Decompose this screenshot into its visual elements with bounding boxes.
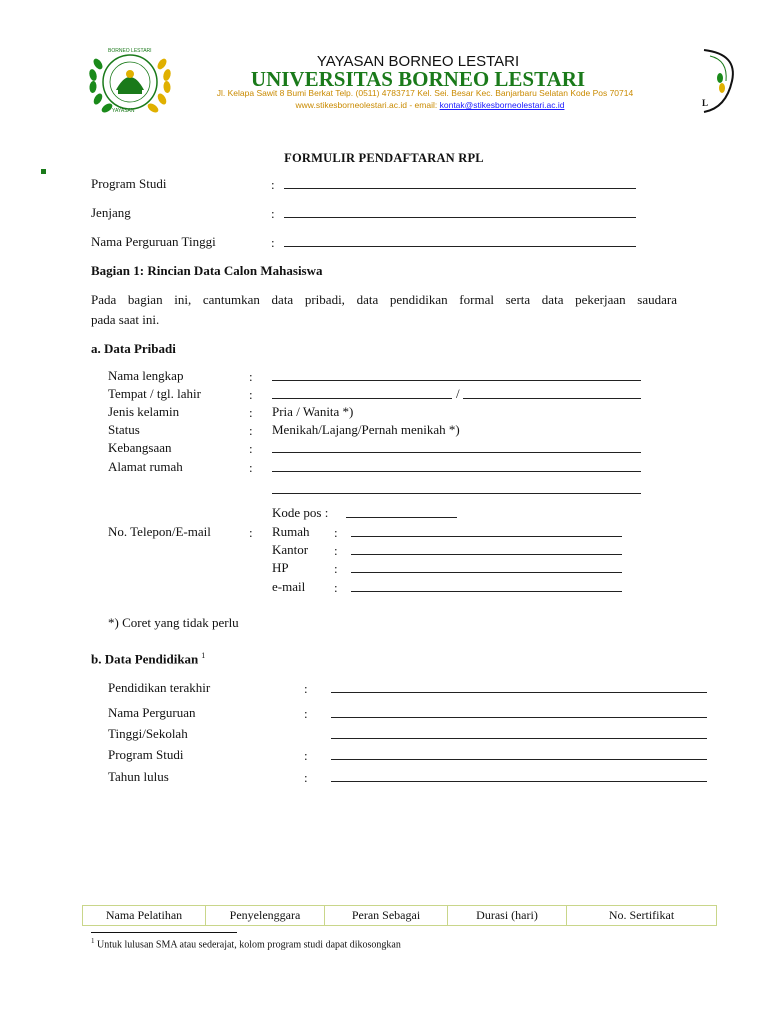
partner-logo-letter: L — [702, 98, 709, 108]
hp-field[interactable] — [351, 572, 622, 573]
status-label: Status — [108, 422, 140, 437]
footnote-separator — [91, 932, 237, 933]
hp-colon: : — [334, 561, 338, 576]
bullet-marker — [41, 169, 46, 174]
birth-colon: : — [249, 387, 253, 402]
education-heading: b. Data Pendidikan $^1$ — [91, 651, 206, 667]
table-header-cell: Durasi (hari) — [448, 906, 567, 926]
program-studi-colon: : — [271, 177, 275, 192]
grad-year-colon: : — [304, 770, 308, 785]
gender-label: Jenis kelamin — [108, 404, 180, 419]
phone-email-colon: : — [249, 525, 253, 540]
grad-year-label: Tahun lulus — [108, 769, 169, 784]
birth-separator: / — [456, 386, 460, 401]
jenjang-field[interactable] — [284, 217, 636, 218]
logo-text-top: BORNEO LESTARI — [108, 48, 152, 54]
university-name: UNIVERSITAS BORNEO LESTARI — [250, 67, 586, 91]
logo-text-bottom: YAYASAN — [112, 108, 135, 114]
program-label: Program Studi — [108, 747, 184, 762]
table-header-cell: No. Sertifikat — [567, 906, 717, 926]
status-options[interactable]: Menikah/Lajang/Pernah menikah *) — [272, 422, 460, 437]
office-phone-colon: : — [334, 543, 338, 558]
office-phone-field[interactable] — [351, 554, 622, 555]
training-table-header-row — [83, 906, 717, 926]
birth-date-field[interactable] — [463, 398, 641, 399]
name-field[interactable] — [272, 380, 641, 381]
name-colon: : — [249, 369, 253, 384]
footnote — [91, 937, 401, 950]
birth-place-field[interactable] — [272, 398, 452, 399]
email-field[interactable] — [351, 591, 622, 592]
web-email-line — [180, 100, 680, 110]
institution-label-2: Tinggi/Sekolah — [108, 726, 188, 741]
training-table — [82, 905, 717, 926]
home-phone-label: Rumah — [272, 524, 310, 539]
postcode-field[interactable] — [346, 517, 457, 518]
jenjang-colon: : — [271, 206, 275, 221]
gender-colon: : — [249, 405, 253, 420]
name-label: Nama lengkap — [108, 368, 184, 383]
nationality-label: Kebangsaan — [108, 440, 172, 455]
section1-intro-line1: Pada bagian ini, cantumkan data pribadi, data pendidikan formal serta data pekerjaan saudara — [91, 292, 677, 307]
institution-field-line1[interactable] — [331, 717, 707, 718]
phone-email-label: No. Telepon/E-mail — [108, 524, 211, 539]
institution-colon: : — [304, 706, 308, 721]
postcode-label: Kode pos : — [272, 505, 329, 520]
email-link[interactable]: kontak@stikesborneolestari.ac.id — [439, 100, 565, 110]
address-line: Jl. Kelapa Sawit 8 Bumi Berkat Telp. (0511) 4783717 Kel. Sei. Besar Kec. Banjarbaru Selatan Kode Pos 70714 — [216, 88, 634, 98]
last-education-field[interactable] — [331, 692, 707, 693]
address-field-line1[interactable] — [272, 471, 641, 472]
form-title: FORMULIR PENDAFTARAN RPL — [284, 151, 484, 165]
personal-heading: a. Data Pribadi — [91, 341, 176, 356]
education-footnote-mark: 1 — [201, 651, 206, 660]
program-studi-label: Program Studi — [91, 176, 167, 191]
table-header-cell: Nama Pelatihan — [83, 906, 206, 926]
perguruan-tinggi-field[interactable] — [284, 246, 636, 247]
perguruan-tinggi-label: Nama Perguruan Tinggi — [91, 234, 216, 249]
address-label: Alamat rumah — [108, 459, 183, 474]
status-colon: : — [249, 423, 253, 438]
birth-label: Tempat / tgl. lahir — [108, 386, 201, 401]
gender-options[interactable]: Pria / Wanita *) — [272, 404, 354, 419]
institution-label-1: Nama Perguruan — [108, 705, 196, 720]
website-text: www.stikesborneolestari.ac.id - email: — [295, 100, 440, 110]
address-field-line2[interactable] — [272, 493, 641, 494]
program-field[interactable] — [331, 759, 707, 760]
program-studi-field[interactable] — [284, 188, 636, 189]
email-colon: : — [334, 580, 338, 595]
table-header-cell: Peran Sebagai — [325, 906, 448, 926]
last-education-label: Pendidikan terakhir — [108, 680, 211, 695]
nationality-field[interactable] — [272, 452, 641, 453]
office-phone-label: Kantor — [272, 542, 309, 557]
jenjang-label: Jenjang — [91, 205, 131, 220]
home-phone-colon: : — [334, 525, 338, 540]
foundation-name: YAYASAN BORNEO LESTARI — [316, 53, 520, 70]
home-phone-field[interactable] — [351, 536, 622, 537]
section1-intro-line2: pada saat ini. — [91, 312, 160, 327]
last-education-colon: : — [304, 681, 308, 696]
footnote-text: Untuk lulusan SMA atau sederajat, kolom program studi dapat dikosongkan — [97, 939, 401, 951]
table-header-cell: Penyelenggara — [206, 906, 325, 926]
program-colon: : — [304, 748, 308, 763]
hp-label: HP — [272, 560, 289, 575]
institution-field-line2[interactable] — [331, 738, 707, 739]
perguruan-tinggi-colon: : — [271, 235, 275, 250]
email-label: e-mail — [272, 579, 306, 594]
grad-year-field[interactable] — [331, 781, 707, 782]
strike-note: *) Coret yang tidak perlu — [108, 615, 239, 630]
nationality-colon: : — [249, 441, 253, 456]
section1-heading: Bagian 1: Rincian Data Calon Mahasiswa — [91, 263, 323, 278]
footnote-mark: 1 — [91, 937, 95, 945]
address-colon: : — [249, 460, 253, 475]
